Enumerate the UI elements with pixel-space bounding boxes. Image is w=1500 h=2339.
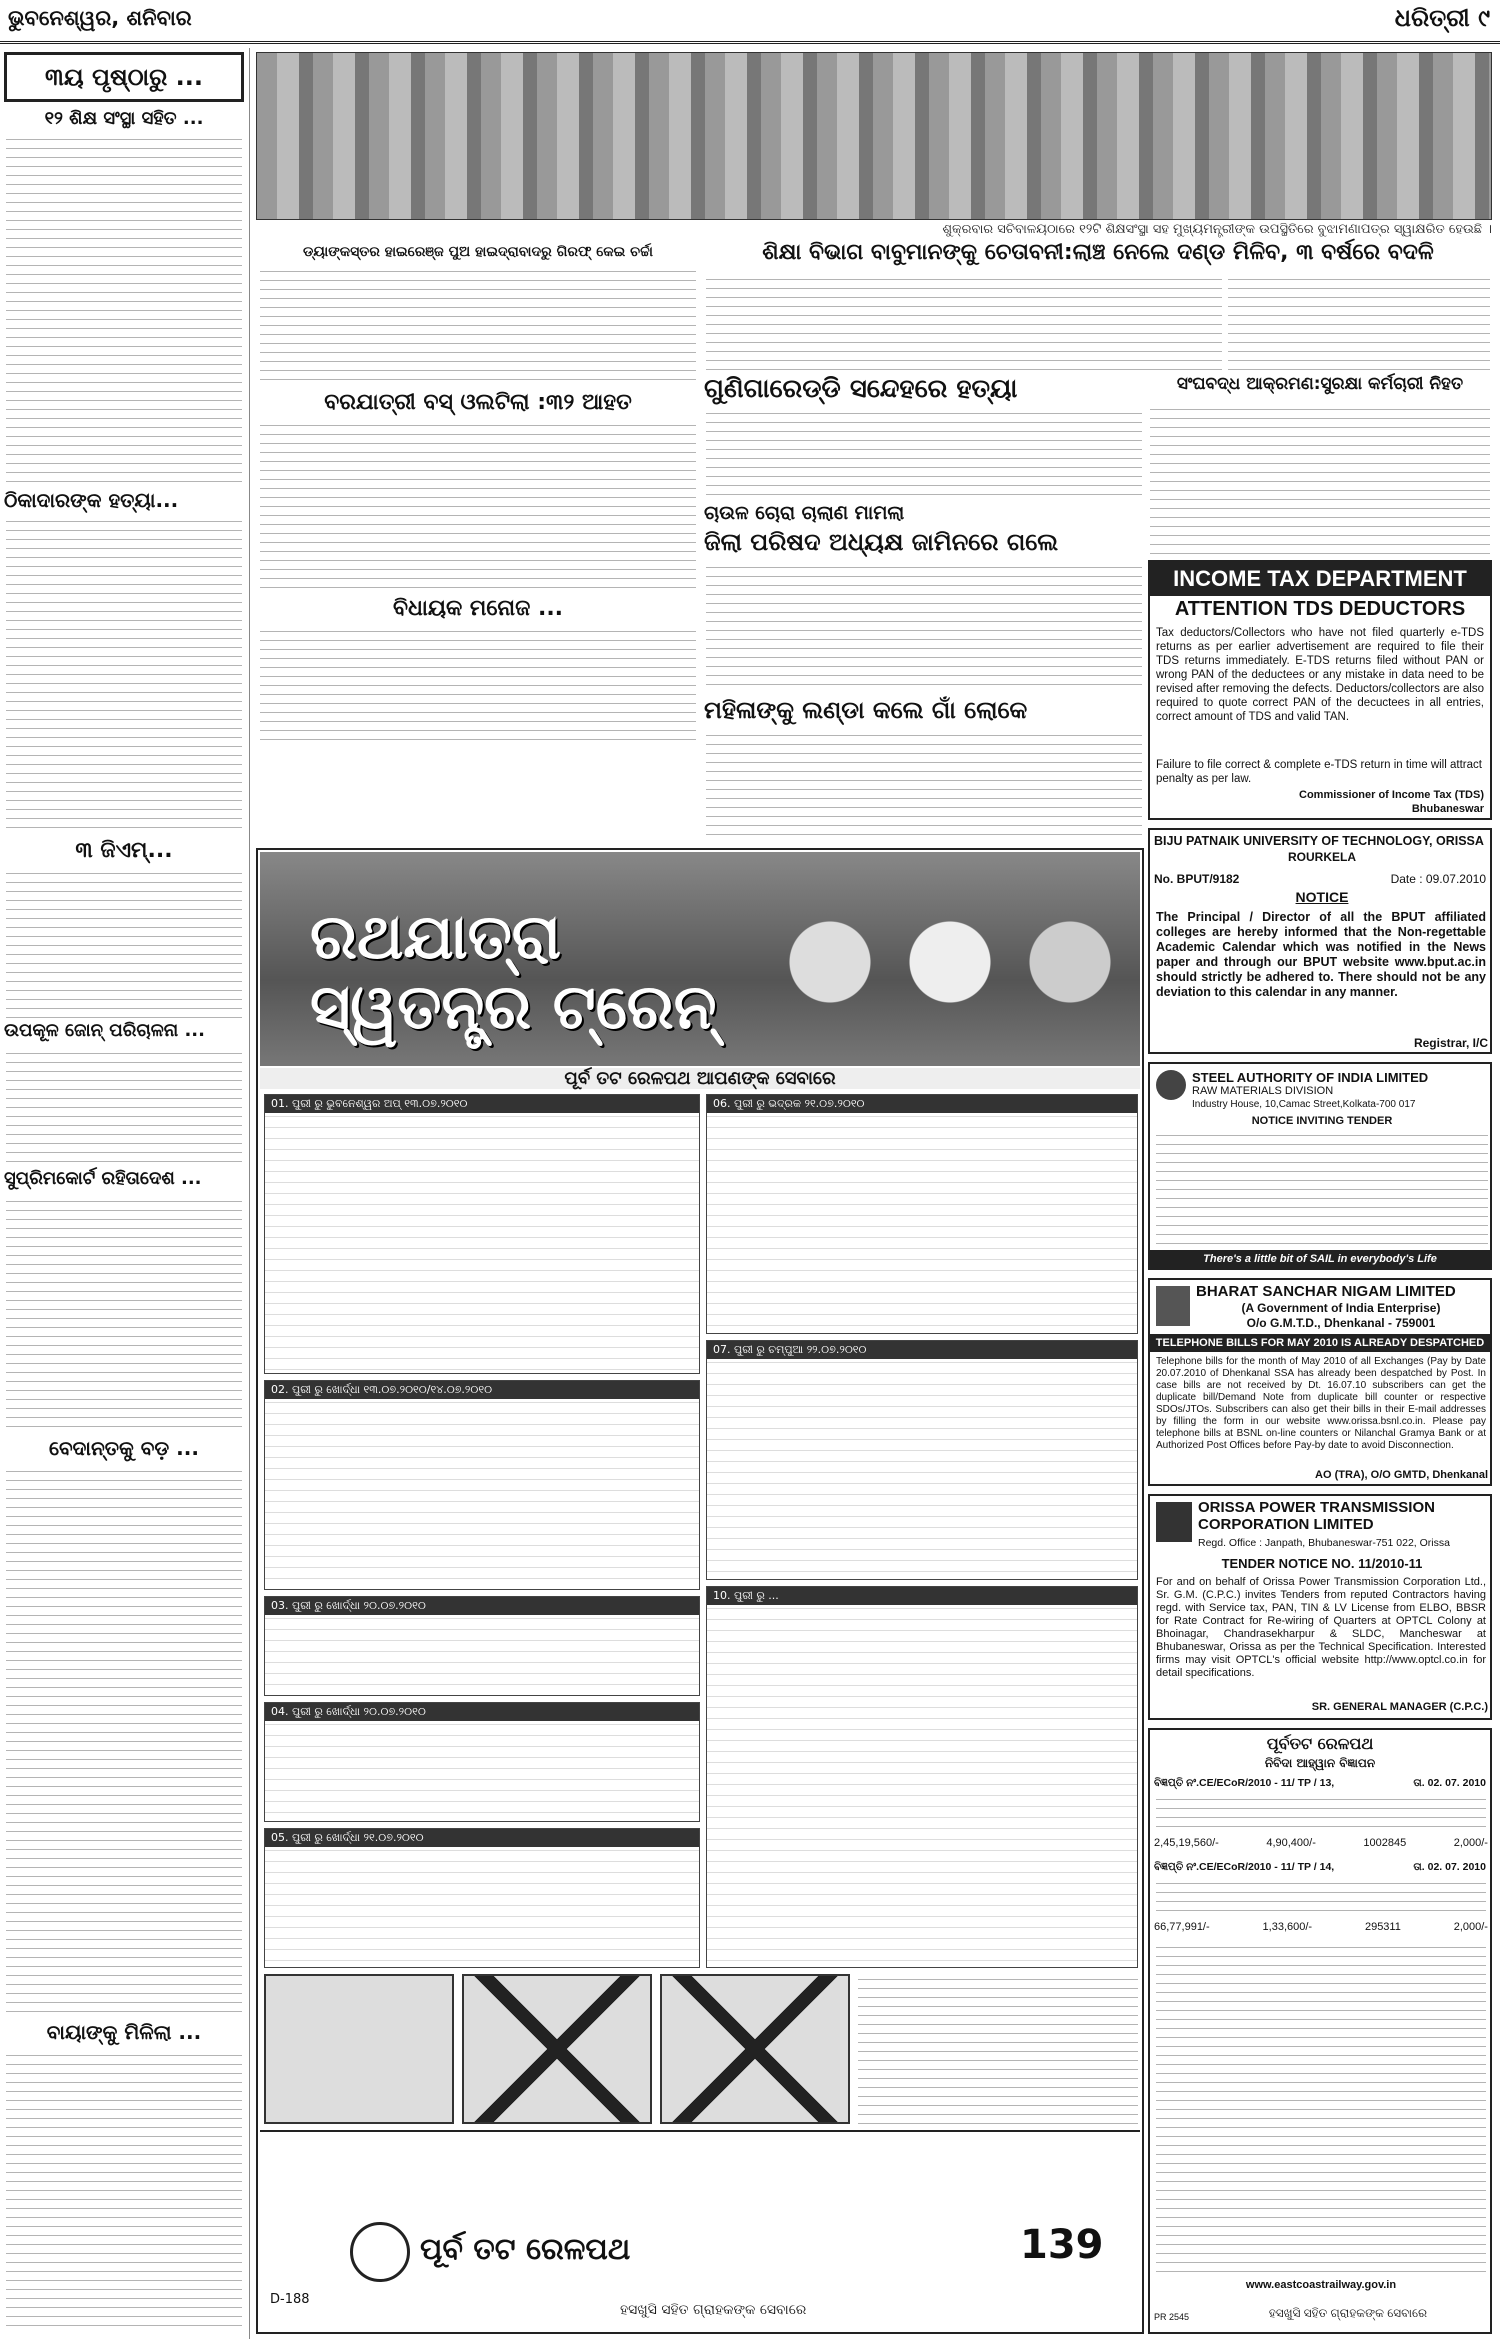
notice-number: No. BPUT/9182 (1154, 872, 1240, 886)
article-text (1228, 274, 1490, 370)
story-headline: ଗୁଣିଗାରେଡ୍ଡି ସନ୍ଦେହରେ ହତ୍ୟା (704, 374, 1018, 404)
ad-subtitle: ATTENTION TDS DEDUCTORS (1174, 598, 1466, 620)
tender-heading: NOTICE INVITING TENDER (1251, 1115, 1393, 1127)
tender-values (1154, 1836, 1488, 1851)
article-text (706, 274, 1222, 370)
tender-value: 2,45,19,560/- (1154, 1837, 1219, 1849)
ad-brand: ପୂର୍ବ ତଟ ରେଳପଥ (420, 2232, 631, 2267)
article-text (6, 868, 242, 1018)
ad-banner (260, 852, 1140, 1066)
ad-title: ORISSA POWER TRANSMISSION (1198, 1499, 1435, 1516)
helpline-number: 139 (1020, 2222, 1104, 2268)
ad-body-2: Failure to file correct & complete e-TDS return in time will attract penalty as per law. (1156, 759, 1482, 785)
story-headline: ବରଯାତ୍ରୀ ବସ୍ ଓଲଟିଲା :୩୨ ଆହତ (324, 390, 632, 415)
photo-caption: ଶୁକ୍ରବାର ସଚିବାଳୟଠାରେ ୧୨ଟି ଶିକ୍ଷସଂସ୍ଥା ସହ ମୁଖ୍ୟମନ୍ତ୍ରୀଙ୍କ ଉପସ୍ଥିତିରେ ବୁଝାମଣାପତ୍ର ସ୍ୱାକ୍ଷରିତ ହେଉଛି । (942, 222, 1492, 237)
ad-signature: SR. GENERAL MANAGER (C.P.C.) (1311, 1701, 1488, 1713)
train-timetable (264, 1596, 700, 1696)
timetable-title: 10. ପୁରୀ ରୁ ... (707, 1587, 1137, 1605)
deity-image (730, 872, 1130, 1052)
ad-subtitle: RAW MATERIALS DIVISION (1192, 1085, 1334, 1097)
article-text (6, 2050, 242, 2330)
story-headline: ବିଧାୟକ ମନୋଜ ... (392, 596, 564, 621)
article-text (260, 626, 696, 742)
ad-body: The Principal / Director of all the BPUT affiliated colleges are hereby informed that the Non-regettable Academic Calendar which was notified in the News paper and through our BPUT website www.bput.ac.in should strictly be adhered to. There should not be any deviation to this calendar in any manner. (1156, 910, 1486, 999)
ad-body: For and on behalf of Orissa Power Transmission Corporation Ltd., Sr. G.M. (C.P.C.) invites Tenders from reputed Contractors having regd. with Service tax, PAN, TIN & LV License from ELBO, BBSR for Rate Contract for Re-wiring of Quarters at OPTCL Colony at Bhoinagar, Chandrasekharpur & SLDC, Mancheswar at Bhubaneswar, Orissa as per the Technical Specification. Interested firms may visit OPTCL's official website http://www.optcl.co.in for detail specifications. (1156, 1576, 1486, 1679)
ad-title: INCOME TAX DEPARTMENT (1150, 562, 1490, 596)
headline-3: ୩ ଜିଏମ୍... (75, 838, 173, 863)
ad-address: Industry House, 10,Camac Street,Kolkata-700 017 (1192, 1099, 1416, 1110)
ad-title-2: CORPORATION LIMITED (1198, 1516, 1374, 1533)
bsnl-logo-icon (1156, 1286, 1190, 1326)
timetable-title: 06. ପୁରୀ ରୁ ଭଦ୍ରକ ୨୧.୦୭.୨୦୧୦ (707, 1095, 1137, 1113)
ad-title: ପୂର୍ବତଟ ରେଳପଥ (1266, 1734, 1374, 1753)
ad-tagline: There's a little bit of SAIL in everybody's Life (1150, 1250, 1490, 1268)
train-timetable (706, 1340, 1138, 1580)
page-number: ଧରିତ୍ରୀ ୯ (1394, 4, 1490, 32)
no-footboard-icon (660, 1974, 850, 2124)
article-text (6, 516, 242, 836)
train-timetable (264, 1828, 700, 1968)
tender-notes (1156, 1942, 1486, 2272)
sail-logo-icon (1156, 1070, 1186, 1100)
ad-office: O/o G.M.T.D., Dhenkanal - 759001 (1246, 1316, 1436, 1330)
train-timetable (706, 1586, 1138, 1968)
article-text (6, 1048, 242, 1166)
tender-value: 1,33,600/- (1262, 1921, 1313, 1933)
notice-heading: NOTICE (1295, 889, 1349, 905)
story-kicker: ଚାଉଳ ଚୋରା ଚାଲାଣ ମାମଲା (704, 502, 905, 524)
tender-value: 66,77,991/- (1154, 1921, 1210, 1933)
notice-date: Date : 09.07.2010 (1390, 872, 1486, 886)
optcl-tender-ad (1148, 1494, 1492, 1720)
rail-logo-icon (350, 2222, 410, 2282)
train-timetable (264, 1380, 700, 1590)
ad-title: BIJU PATNAIK UNIVERSITY OF TECHNOLOGY, ORISSA (1154, 834, 1484, 848)
headline-4: ଉପକୂଳ ଜୋନ୍ ପରିଚାଳନା ... (4, 1020, 205, 1041)
tender-ref: ବିଜ୍ଞପ୍ତି ନଂ.CE/ECoR/2010 - 11/ TP / 14, (1154, 1861, 1335, 1873)
ad-title: STEEL AUTHORITY OF INDIA LIMITED (1192, 1070, 1429, 1085)
ad-tagline: ହସଖୁସି ସହିତ ଗ୍ରାହକଙ୍କ ସେବାରେ (620, 2302, 807, 2318)
train-timetable (264, 1702, 700, 1822)
article-text (706, 730, 1142, 840)
headline-1: ୧୨ ଶିକ୍ଷ ସଂସ୍ଥା ସହିତ ... (44, 108, 204, 129)
story-headline: ଜିଲା ପରିଷଦ ଅଧ୍ୟକ୍ଷ ଜାମିନରେ ଗଲେ (704, 528, 1059, 556)
ad-footer (260, 2130, 1140, 2330)
income-tax-ad (1148, 560, 1492, 820)
tender-value: 295311 (1364, 1921, 1401, 1933)
timetable-title: 07. ପୁରୀ ରୁ ଚମ୍ପୁଆ ୨୨.୦୭.୨୦୧୦ (707, 1341, 1137, 1359)
tender-details (1156, 1130, 1488, 1244)
ad-signature-city: Bhubaneswar (1411, 803, 1484, 815)
ad-subtitle: ପୂର୍ବ ତଟ ରେଳପଥ ଆପଣଙ୍କ ସେବାରେ (260, 1068, 1140, 1089)
article-text (260, 266, 696, 386)
tender-date: ତା. 02. 07. 2010 (1413, 1861, 1486, 1873)
story-headline: ସଂଘବଦ୍ଧ ଆକ୍ରମଣ:ସୁରକ୍ଷା କର୍ମଚାରୀ ନିହତ (1176, 374, 1464, 394)
article-text (706, 408, 1142, 500)
rathayatra-train-ad (256, 848, 1144, 2334)
lead-headline: ଶିକ୍ଷା ବିଭାଗ ବାବୁମାନଙ୍କୁ ଚେତାବନୀ:ଲାଞ୍ଚ ନେଲେ ଦଣ୍ଡ ମିଳିବ, ୩ ବର୍ଷରେ ବଦଳି (762, 240, 1434, 265)
ad-title: ରଥଯାତ୍ରା ସ୍ୱତନ୍ତ୍ର ଟ୍ରେନ୍ (310, 900, 717, 1043)
timetable-title: 01. ପୁରୀ ରୁ ଭୁବନେଶ୍ୱର ଅପ୍ ୧୩.୦୭.୨୦୧୦ (265, 1095, 699, 1113)
tender-value: 1002845 (1363, 1837, 1407, 1849)
ad-title: BHARAT SANCHAR NIGAM LIMITED (1196, 1283, 1456, 1300)
tender-values (1154, 1920, 1488, 1935)
train-timetable (706, 1094, 1138, 1334)
timetable-title: 02. ପୁରୀ ରୁ ଖୋର୍ଦ୍ଧା ୧୩.୦୭.୨୦୧୦/୧୪.୦୭.୨୦୧୦ (265, 1381, 699, 1399)
bsnl-notice-ad (1148, 1278, 1492, 1486)
ad-city: ROURKELA (1288, 850, 1356, 864)
ad-code: D-188 (270, 2292, 310, 2307)
sail-tender-ad (1148, 1062, 1492, 1270)
ecor-tender-ad (1148, 1728, 1492, 2334)
no-crowding-icon (462, 1974, 652, 2124)
timetable-title: 05. ପୁରୀ ରୁ ଖୋର୍ଦ୍ଧା ୨୧.୦୭.୨୦୧୦ (265, 1829, 699, 1847)
ad-banner: TELEPHONE BILLS FOR MAY 2010 IS ALREADY DESPATCHED (1150, 1334, 1490, 1352)
tender-details (1156, 1878, 1486, 1918)
ad-body: Tax deductors/Collectors who have not filed quarterly e-TDS returns as per earlier advertisement are required to file their TDS returns immediately. E-TDS returns filed without PAN or wrong PAN of the deductees or any mistake in data need to be revised after removing the defects. Deductors/collectors are also required to quote correct PAN of the decuctees in all entries, correct amount of TDS and valid TAN. (1156, 627, 1484, 723)
story-headline: ମହିଳାଙ୍କୁ ଲଣ୍ଡା କଲେ ଗାଁ ଲୋକେ (704, 696, 1028, 724)
ad-notes (858, 1974, 1138, 2124)
article-text (6, 1466, 242, 2018)
ad-address: Regd. Office : Janpath, Bhubaneswar-751 022, Orissa (1198, 1537, 1450, 1549)
tender-date: ତା. 02. 07. 2010 (1413, 1777, 1486, 1789)
ad-subtitle: (A Government of India Enterprise) (1241, 1301, 1441, 1315)
article-text (1150, 404, 1490, 556)
train-timetable (264, 1094, 700, 1374)
story-headline: ଡ୍ୟାଙ୍କସ୍ତର ହାଇରେଞ୍ଜ ପୁଅ ହାଇଦ୍ରାବାଦରୁ ଗିରଫ୍ କେଇ ଚର୍ଚ୍ଚା (303, 244, 653, 260)
optcl-logo-icon (1156, 1502, 1192, 1542)
article-text (260, 420, 696, 590)
ad-body: Telephone bills for the month of May 2010 of all Exchanges (Pay by Date 20.07.2010 of Dhenkanal SSA has already been despatched by Post. In case bills are not received by Dt. 16.07.10 subscribers can get the duplicate bill/Demand Note from duplicate bill counter or respective SDOs/JTOs. Subscribers can also get their bills in their E-mail addresses by filling the form in our website www.orissa.bsnl.co.in. Please pay telephone bills at BSNL on-line counters or Nilanchal Gramya Bank or at Authorized Post Offices before Pay-by date to avoid Disconnection. (1156, 1356, 1486, 1451)
headline-2: ଠିକାଦାରଙ୍କ ହତ୍ୟା... (4, 488, 179, 512)
ad-signature: Registrar, I/C (1413, 1036, 1488, 1050)
article-text (6, 134, 242, 486)
headline-5: ସୁପ୍ରିମକୋର୍ଟ ରହିତାଦେଶ ... (4, 1168, 202, 1189)
tender-value: 4,90,400/- (1266, 1837, 1316, 1849)
news-photo (256, 52, 1492, 220)
tender-heading: TENDER NOTICE NO. 11/2010-11 (1221, 1556, 1423, 1571)
article-text (706, 562, 1142, 692)
station-photo (264, 1974, 454, 2124)
ad-subtitle: ନିବିଦା ଆହ୍ୱାନ ବିଜ୍ଞାପନ (1264, 1756, 1376, 1770)
tender-value: 2,000/- (1453, 1837, 1488, 1849)
article-text (6, 1196, 242, 1434)
bput-notice-ad (1148, 828, 1492, 1054)
timetable-title: 04. ପୁରୀ ରୁ ଖୋର୍ଦ୍ଧା ୨୦.୦୭.୨୦୧୦ (265, 1703, 699, 1721)
section-title: ୩ୟ ପୃଷ୍ଠାରୁ ... (4, 52, 244, 102)
ad-website: www.eastcoastrailway.gov.in (1245, 2279, 1397, 2291)
tender-value: 2,000/- (1453, 1921, 1488, 1933)
timetable-title: 03. ପୁରୀ ରୁ ଖୋର୍ଦ୍ଧା ୨୦.୦୭.୨୦୧୦ (265, 1597, 699, 1615)
ad-signature: Commissioner of Income Tax (TDS) (1299, 789, 1484, 801)
tender-ref: ବିଜ୍ଞପ୍ତି ନଂ.CE/ECoR/2010 - 11/ TP / 13, (1154, 1777, 1335, 1789)
headline-6: ବେଦାନ୍ତକୁ ବଡ଼ ... (49, 1436, 199, 1460)
ad-signature: AO (TRA), O/O GMTD, Dhenkanal (1315, 1469, 1488, 1481)
tender-details (1156, 1794, 1486, 1834)
headline-7: ବାୟାଙ୍କୁ ମିଳିଲା ... (46, 2020, 202, 2044)
page-header (0, 0, 1500, 44)
ad-tagline: ହସଖୁସି ସହିତ ଗ୍ରାହକଙ୍କ ସେବାରେ (1268, 2306, 1428, 2320)
left-column (0, 48, 250, 2339)
ad-code: PR 2545 (1154, 2312, 1190, 2322)
date-line: ଭୁବନେଶ୍ୱର, ଶନିବାର (8, 6, 192, 30)
